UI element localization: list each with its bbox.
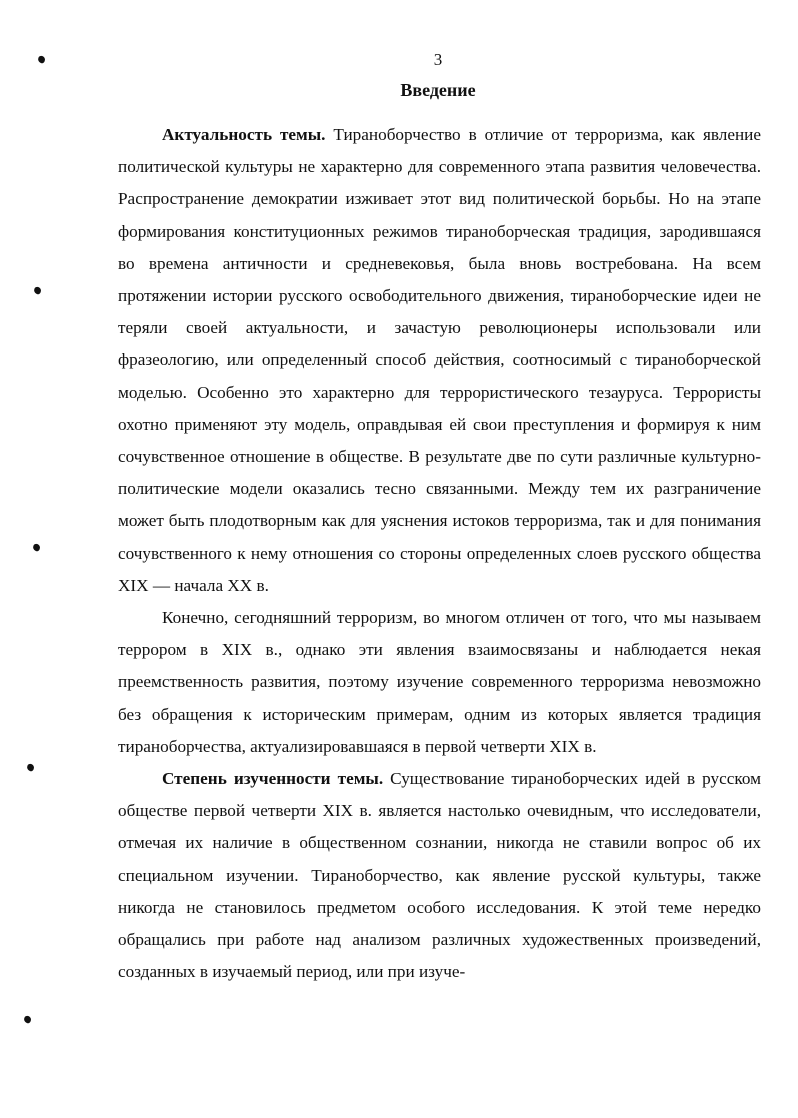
scan-mark (33, 286, 42, 295)
paragraph-lead: Степень изученности темы. (162, 769, 384, 789)
scan-mark (23, 1015, 32, 1024)
paragraph-text: Существование тираноборческих идей в русском обществе первой четверти XIX в. является настолько очевидным, что исследователи, отмечая их наличие в общественном сознании, никогда не ставили вопрос об их специальном изучении. Тираноборчество, как явление русской культуры, также никогда не становилось предметом особого исследования. К этой теме нередко обращались при работе над анализом различных художественных произведений, созданных в изучаемый период, или при изуче- (118, 769, 761, 982)
paragraph-relevance (118, 119, 761, 602)
scan-mark (26, 763, 35, 772)
scan-mark (32, 543, 41, 552)
paragraph-text: Конечно, сегодняшний терроризм, во многом отличен от того, что мы называем террором в XIX в., однако эти явления взаимосвязаны и наблюдается некая преемственность развития, поэтому изучение современного терроризма невозможно без обращения к историческим примерам, одним из которых является традиция тираноборчества, актуализировавшаяся в первой четверти XIX в. (118, 608, 761, 756)
document-body (118, 119, 761, 988)
paragraph-text: Тираноборчество в отличие от терроризма, как явление политической культуры не характерно для современного этапа развития человечества. Распространение демократии изживает этот вид политической борьбы. Но на этапе формирования конституционных режимов тираноборческая традиция, зародившаяся во времена античности и средневековья, была вновь востребована. На всем протяжении истории русского освободительного движения, тираноборческие идеи не теряли своей актуальности, и зачастую революционеры использовали или фразеологию, или определенный способ действия, соотносимый с тираноборческой моделью. Особенно это характерно для террористического тезауруса. Террористы охотно применяют эту модель, оправдывая ей свои преступления и формируя к ним сочувственное отношение в обществе. В результате две по сути различные культурно-политические модели оказались тесно связанными. Между тем их разграничение может быть плодотворным как для уяснения истоков терроризма, так и для понимания сочувственного к нему отношения со стороны определенных слоев русского общества XIX — начала XX в. (118, 125, 761, 595)
paragraph-terrorism (118, 602, 761, 763)
page-number: 3 (433, 50, 443, 69)
page-title: Введение (400, 80, 476, 100)
paragraph-study-degree (118, 763, 761, 988)
paragraph-lead: Актуальность темы. (162, 125, 326, 144)
